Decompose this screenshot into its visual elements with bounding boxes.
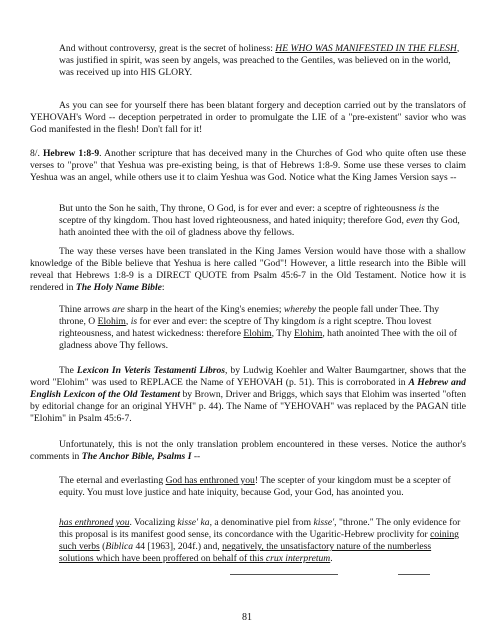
text-run: (: [99, 541, 106, 553]
item-heading: Hebrew 1:8-9: [42, 148, 100, 159]
book-title: The Anchor Bible, Psalms I: [81, 451, 192, 463]
text-run: The eternal and everlasting: [59, 475, 166, 486]
italic-run: kisse': [313, 517, 335, 528]
text-run: 44 [1963], 204f.) and,: [133, 541, 223, 553]
book-title: The Holy Name Bible: [75, 282, 162, 294]
text-run: sharp in the heart of the King's enemies;: [124, 304, 284, 315]
body-paragraph-2: As you can see for yourself there has been blatant forgery and deception carried out by the translators of YEHOVAH's Word -- deception perpetrated in order to promulgate the LIE of a "pre-existent" savior who was God manifested in the flesh! Don't fall for it!: [30, 100, 466, 136]
body-paragraph-7: [30, 365, 466, 425]
text-run: , "throne." The only evidence for this proposal is its manifest good sense, its concordance with the Ugaritic-Hebrew proclivity for: [59, 517, 461, 541]
text-run: the people fall under Thee. Thy throne, O: [59, 304, 440, 328]
text-run: The way these verses have been translated in the King James Version would have those with a shallow knowledge of the Bible believe that Yeshua is here called "God"! However, a little research into the Bible will reveal that Hebrews 1:8-9 is a DIRECT QUOTE from Psalm 45:6-7 in the Old Testament. Notice how it is rendered in: [30, 246, 466, 294]
italic-run: is: [130, 316, 138, 328]
underlined-run: God has enthroned you: [165, 475, 255, 486]
text-run: .: [330, 553, 333, 565]
underlined-run: negatively, the unsatisfactory nature of the numberless solutions which have been proffered on behalf of this: [59, 541, 432, 565]
underline-rule: [398, 574, 430, 575]
underline-rule: [230, 574, 338, 575]
text-run: , by Ludwig Koehler and Walter Baumgartner, shows that the word "Elohim" was used to REPLACE the Name of YEHOVAH (p. 51). This is corroborated in: [30, 365, 466, 389]
text-run: thy God, hath anointed thee with the oil of gladness above thy fellows.: [59, 215, 460, 239]
italic-run: is: [318, 316, 325, 328]
anchor-bible-note: [59, 517, 466, 565]
italic-run: is: [418, 203, 425, 214]
italic-run: kisse' ka: [177, 517, 210, 528]
underlined-run: Elohim: [294, 328, 323, 340]
text-run: ,: [125, 316, 131, 328]
body-paragraph-3: [30, 148, 466, 184]
italic-run: whereby: [283, 304, 317, 315]
italic-run: even: [406, 215, 424, 227]
text-run: the sceptre of thy kingdom. Thou hast loved righteousness, and hated iniquity; therefore God,: [59, 203, 440, 227]
text-run: , was justified in spirit, was seen by angels, was preached to the Gentiles, was believed on in the world, was received up into HIS GLORY.: [59, 43, 460, 79]
body-paragraph-5: [30, 246, 466, 294]
book-title: Lexicon In Veteris Testamenti Libros: [76, 365, 226, 376]
anchor-bible-quote: [59, 475, 466, 499]
text-run: Unfortunately, this is not the only translation problem encountered in these verses. Notice the author's comments in: [30, 439, 466, 463]
underlined-run: crux interpretum: [265, 553, 331, 565]
body-paragraph-8: [30, 439, 466, 463]
book-title: A Hebrew and English Lexicon of the Old Testament: [30, 377, 466, 401]
text-run: , a denominative piel from: [209, 517, 314, 528]
underlined-run: Elohim: [243, 328, 272, 340]
text-run: --: [191, 451, 201, 463]
italic-run: are: [112, 304, 125, 315]
text-run: , Thy: [271, 328, 295, 340]
quote-paragraph-1: [59, 43, 466, 79]
italic-run: Biblica: [105, 541, 134, 553]
holy-name-quote: [59, 304, 466, 352]
text-run: And without controversy, great is the secret of holiness:: [59, 43, 276, 54]
text-run: :: [161, 282, 165, 294]
item-number: 8/.: [30, 148, 43, 159]
text-run: The: [59, 365, 77, 376]
underlined-run: coining such verbs: [59, 529, 459, 553]
text-run: Thine arrows: [59, 304, 113, 315]
underlined-run: has enthroned you: [59, 517, 130, 528]
text-run: , hath anointed Thee with the oil of gladness above Thy fellows.: [59, 328, 457, 352]
text-run: . Another scripture that has deceived many in the Churches of God who quite often use these verses to "prove" that Yeshua was pre-existing being, is that of Hebrews 1:8-9. Some use these verses to claim Yeshua was an angel, while others use it to claim Yeshua was God. Notice what the King James Version says --: [30, 148, 466, 184]
page-number: 81: [242, 612, 252, 623]
text-run: for ever and ever: the sceptre of Thy kingdom: [137, 316, 319, 328]
kjv-quote: [59, 203, 466, 239]
emphasis-run: HE WHO WAS MANIFESTED IN THE FLESH: [275, 43, 457, 54]
text-run: by Brown, Driver and Briggs, which says that Elohim was inserted "often by editorial change for an original YHVH" p. 44). The Name of "YEHOVAH" was replaced by the PAGAN title "Elohim" in Psalm 45:6-7.: [30, 389, 466, 425]
text-run: . Vocalizing: [129, 517, 178, 528]
text-run: But unto the Son he saith, Thy throne, O God, is for ever and ever: a sceptre of righteousness: [59, 203, 419, 214]
text-run: ! The scepter of your kingdom must be a scepter of equity. You must love justice and hate iniquity, because God, your God, has anointed you.: [59, 475, 451, 499]
underlined-run: Elohim: [97, 316, 126, 328]
text-run: a right sceptre. Thou lovest righteousness, and hatest wickedness: therefore: [59, 316, 432, 340]
